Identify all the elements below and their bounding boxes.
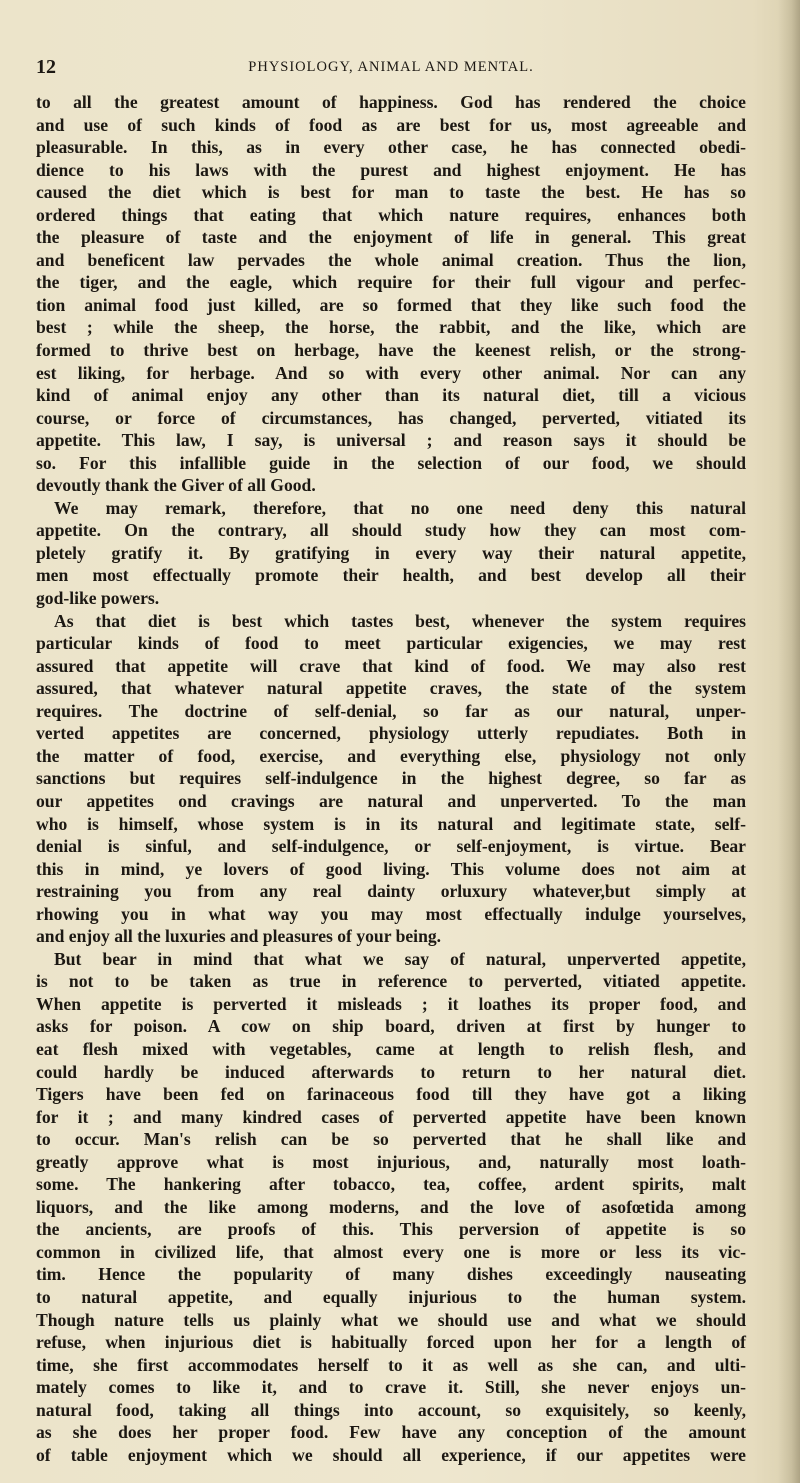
- text-line: As that diet is best which tastes best, whenever the system requires: [54, 610, 746, 631]
- text-line: dience to his laws with the purest and highest enjoyment. He has: [36, 159, 746, 180]
- text-line: to all the greatest amount of happiness. God has rendered the choice: [36, 92, 746, 112]
- text-line: ordered things that eating that which nature requires, enhances both: [36, 204, 746, 225]
- text-line: assured, that whatever natural appetite craves, the state of the system: [36, 678, 746, 699]
- text-line: appetite. This law, I say, is universal ; and reason says it should be: [36, 430, 746, 451]
- text-line: so. For this infallible guide in the selection of our food, we should: [36, 452, 746, 473]
- text-line: requires. The doctrine of self-denial, so far as our natural, unper-: [36, 700, 746, 721]
- text-line: tim. Hence the popularity of many dishes exceedingly nauseating: [36, 1264, 746, 1285]
- text-line: common in civilized life, that almost every one is more or less its vic-: [36, 1241, 746, 1262]
- text-line: and enjoy all the luxuries and pleasures of your being.: [36, 926, 442, 947]
- text-line: est liking, for herbage. And so with every other animal. Nor can any: [36, 362, 746, 383]
- text-line: sanctions but requires self-indulgence in the highest degree, so far as: [36, 768, 746, 789]
- text-line: to natural appetite, and equally injurious to the human system.: [36, 1286, 746, 1307]
- text-line: the matter of food, exercise, and everything else, physiology not only: [36, 745, 746, 766]
- text-line: But bear in mind that what we say of natural, unperverted appetite,: [54, 948, 746, 969]
- text-line: formed to thrive best on herbage, have the keenest relish, or the strong-: [36, 340, 746, 361]
- text-line: When appetite is perverted it misleads ; it loathes its proper food, and: [36, 993, 746, 1014]
- text-line: refuse, when injurious diet is habitually forced upon her for a length of: [36, 1332, 746, 1353]
- text-line: god-like powers.: [36, 588, 160, 609]
- text-line: and use of such kinds of food as are best for us, most agreeable and: [36, 114, 746, 135]
- text-line: best ; while the sheep, the horse, the rabbit, and the like, which are: [36, 317, 746, 338]
- text-line: our appetites ond cravings are natural and unperverted. To the man: [36, 790, 746, 811]
- text-line: pleasurable. In this, as in every other case, he has connected obedi-: [36, 137, 746, 158]
- text-line: who is himself, whose system is in its natural and legitimate state, self-: [36, 813, 746, 834]
- text-line: rhowing you in what way you may most effectually indulge yourselves,: [36, 903, 746, 924]
- text-line: verted appetites are concerned, physiology utterly repudiates. Both in: [36, 723, 746, 744]
- text-line: natural food, taking all things into account, so exquisitely, so keenly,: [36, 1399, 746, 1420]
- text-line: the ancients, are proofs of this. This perversion of appetite is so: [36, 1219, 746, 1240]
- text-line: for it ; and many kindred cases of perverted appetite have been known: [36, 1106, 746, 1127]
- text-line: to occur. Man's relish can be so perverted that he shall like and: [36, 1129, 746, 1150]
- text-line: denial is sinful, and self-indulgence, or self-enjoyment, is virtue. Bear: [36, 836, 746, 857]
- text-line: Tigers have been fed on farinaceous food till they have got a liking: [36, 1084, 746, 1105]
- text-line: devoutly thank the Giver of all Good.: [36, 475, 316, 496]
- text-line: time, she first accommodates herself to it as well as she can, and ulti-: [36, 1354, 746, 1375]
- text-line: Though nature tells us plainly what we should use and what we should: [36, 1309, 746, 1330]
- page-edge-shadow: [778, 0, 800, 1483]
- text-line: as she does her proper food. Few have any conception of the amount: [36, 1422, 746, 1443]
- text-line: mately comes to like it, and to crave it. Still, she never enjoys un-: [36, 1377, 746, 1398]
- text-line: caused the diet which is best for man to taste the best. He has so: [36, 182, 746, 203]
- body-text: [36, 91, 746, 1466]
- text-line: is not to be taken as true in reference to perverted, vitiated appetite.: [36, 971, 746, 992]
- text-line: the pleasure of taste and the enjoyment of life in general. This great: [36, 227, 746, 248]
- text-line: tion animal food just killed, are so formed that they like such food the: [36, 294, 746, 315]
- text-line: restraining you from any real dainty orluxury whatever,but simply at: [36, 881, 746, 902]
- text-line: this in mind, ye lovers of good living. This volume does not aim at: [36, 858, 746, 879]
- text-line: and beneficent law pervades the whole animal creation. Thus the lion,: [36, 249, 746, 270]
- text-line: some. The hankering after tobacco, tea, coffee, ardent spirits, malt: [36, 1174, 746, 1195]
- text-line: could hardly be induced afterwards to return to her natural diet.: [36, 1061, 746, 1082]
- text-line: pletely gratify it. By gratifying in every way their natural appetite,: [36, 542, 746, 563]
- text-line: particular kinds of food to meet particular exigencies, we may rest: [36, 633, 746, 654]
- text-line: kind of animal enjoy any other than its natural diet, till a vicious: [36, 385, 746, 406]
- text-line: liquors, and the like among moderns, and the love of asofœtida among: [36, 1196, 746, 1217]
- text-line: eat flesh mixed with vegetables, came at length to relish flesh, and: [36, 1038, 746, 1059]
- text-line: men most effectually promote their health, and best develop all their: [36, 565, 746, 586]
- text-line: of table enjoyment which we should all experience, if our appetites were: [36, 1444, 746, 1465]
- running-head: PHYSIOLOGY, ANIMAL AND MENTAL.: [248, 59, 534, 75]
- text-line: greatly approve what is most injurious, and, naturally most loath-: [36, 1151, 746, 1172]
- page-number: 12: [36, 56, 56, 78]
- text-line: course, or force of circumstances, has changed, perverted, vitiated its: [36, 407, 746, 428]
- text-line: assured that appetite will crave that kind of food. We may also rest: [36, 655, 746, 676]
- text-line: the tiger, and the eagle, which require for their full vigour and perfec-: [36, 272, 746, 293]
- page-header: [36, 56, 746, 80]
- text-line: We may remark, therefore, that no one need deny this natural: [54, 497, 746, 518]
- text-line: asks for poison. A cow on ship board, driven at first by hunger to: [36, 1016, 746, 1037]
- text-line: appetite. On the contrary, all should study how they can most com-: [36, 520, 746, 541]
